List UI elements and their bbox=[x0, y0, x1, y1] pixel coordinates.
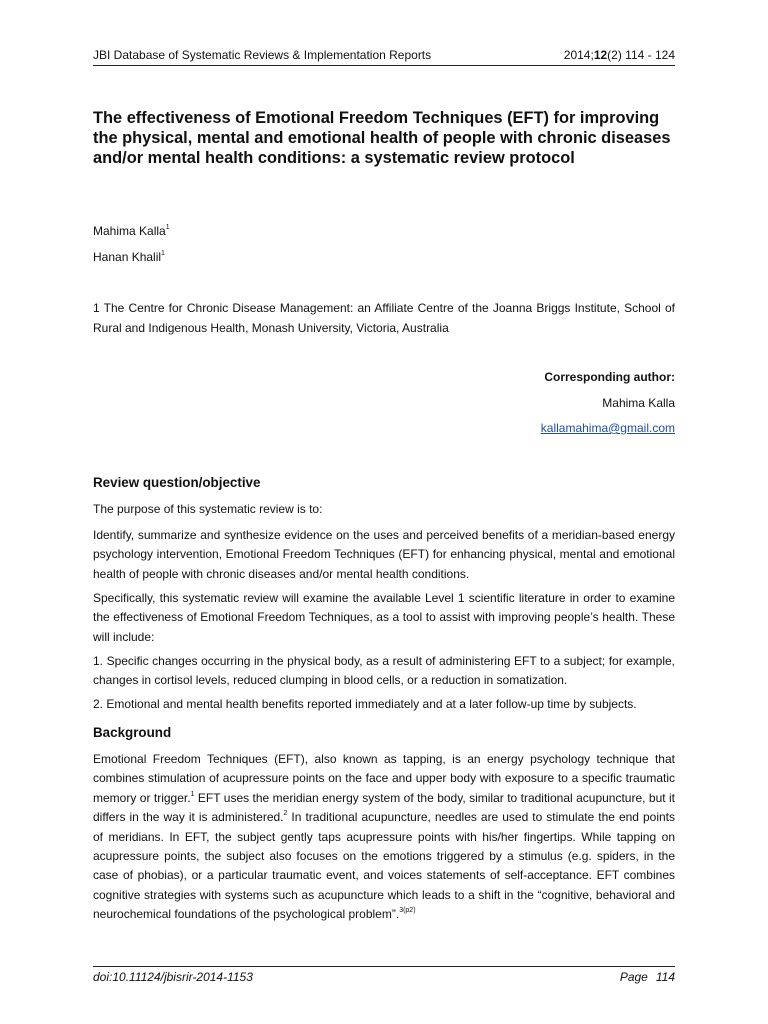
article-title: The effectiveness of Emotional Freedom Techniques (EFT) for improving the physical, mental and emotional health of people with chronic diseases and/or mental health conditions: a systematic review protocol bbox=[93, 109, 671, 167]
running-header bbox=[93, 48, 675, 66]
affiliation: 1 The Centre for Chronic Disease Management: an Affiliate Centre of the Joanna Briggs Institute, School of Rural and Indigenous Health, Monash University, Victoria, Australia bbox=[93, 301, 675, 335]
citation-ref: 3(p2) bbox=[399, 907, 416, 915]
review-paragraph: The purpose of this systematic review is to: bbox=[93, 502, 323, 516]
email-link[interactable]: kallamahima@gmail.com bbox=[540, 421, 675, 435]
citation-volume: 12 bbox=[593, 48, 608, 62]
review-paragraph: Identify, summarize and synthesize evidence on the uses and perceived benefits of a meridian-based energy psychology intervention, Emotional Freedom Techniques (EFT) for enhancing physical, mental and emotional health of people with chronic diseases and/or mental health conditions. bbox=[93, 528, 675, 581]
background-heading: Background bbox=[93, 725, 172, 740]
running-footer bbox=[93, 966, 675, 984]
journal-name: JBI Database of Systematic Reviews & Implementation Reports bbox=[93, 48, 432, 62]
review-paragraph: Specifically, this systematic review will examine the available Level 1 scientific literature in order to examine the effectiveness of Emotional Freedom Techniques, as a tool to assist with improving people’s health. These will include: bbox=[93, 591, 675, 644]
review-question-heading: Review question/objective bbox=[93, 475, 261, 490]
citation-ref: 2 bbox=[283, 810, 288, 818]
author-2: Hanan Khalil$^1$ bbox=[93, 250, 165, 264]
doi: doi:10.11124/jbisrir-2014-1153 bbox=[93, 970, 253, 984]
corresponding-author-label: Corresponding author: bbox=[544, 370, 675, 384]
corresponding-author-name: Mahima Kalla bbox=[602, 396, 675, 410]
citation-ref: 1 bbox=[190, 790, 195, 798]
page-number: Page 114 bbox=[619, 970, 675, 984]
corresponding-author-email-row bbox=[93, 421, 675, 435]
article-page bbox=[93, 0, 675, 1024]
review-list-item: 1. Specific changes occurring in the physical body, as a result of administering EFT to a subject; for example, changes in cortisol levels, reduced clumping in blood cells, or a reduction in somatization. bbox=[93, 654, 675, 688]
author-1: Mahima Kalla$^1$ bbox=[93, 224, 170, 238]
citation: 2014;12(2) 114 - 124 bbox=[563, 48, 675, 62]
review-list-item: 2. Emotional and mental health benefits reported immediately and at a later follow-up time by subjects. bbox=[93, 697, 637, 711]
background-paragraph: Emotional Freedom Techniques (EFT), also known as tapping, is an energy psychology technique that combines stimulation of acupressure points on the face and upper body with exposure to a specific traumatic memory or trigger.$^1$ EFT uses the meridian energy system of the body, similar to traditional acupuncture, but it differs in the way it is administered.$^2$ In traditional acupuncture, needles are used to stimulate the end points of meridians. In EFT, the subject gently taps acupressure points with his/her fingertips. While tapping on acupressure points, the subject also focuses on the emotions triggered by a stimulus (e.g. spiders, in the case of phobias), or a particular traumatic event, and voices statements of self-acceptance. EFT combines cognitive strategies with systems such as acupuncture which leads to a shift in the “cognitive, behavioral and neurochemical foundations of the psychological problem”.$^{3(p2)}$ bbox=[93, 752, 676, 922]
